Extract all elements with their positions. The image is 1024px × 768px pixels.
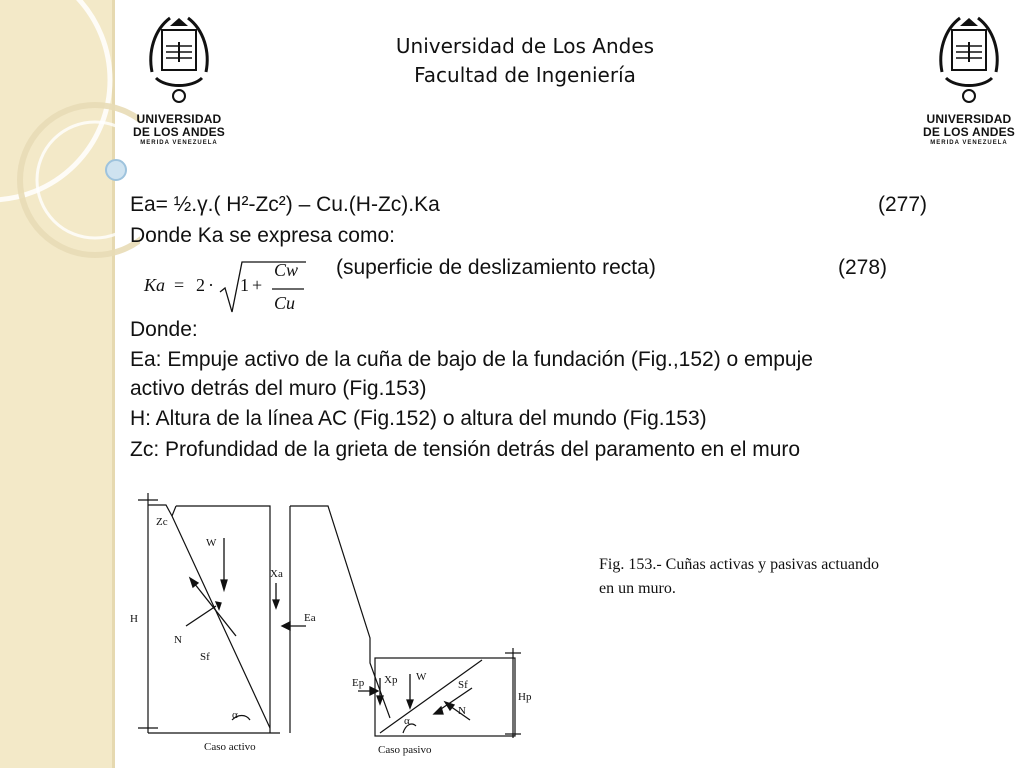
- slide-header: [330, 32, 720, 90]
- university-logo-left: [131, 12, 227, 148]
- label-h: H: [130, 613, 138, 625]
- label-zc: Zc: [156, 516, 168, 528]
- label-xa: Xa: [270, 568, 283, 580]
- definition-ea-line2: activo detrás del muro (Fig.153): [130, 377, 427, 400]
- formula-equals: =: [174, 275, 185, 295]
- label-hp: Hp: [518, 691, 532, 703]
- equation-277-text: Ea= ½.γ.( H²-Zc²) – Cu.(H-Zc).Ka: [130, 193, 440, 216]
- logo-text-line3: MERIDA VENEZUELA: [140, 140, 218, 146]
- figure-caption: [599, 553, 969, 601]
- logo-text-line1: UNIVERSIDAD: [926, 112, 1012, 126]
- label-ep: Ep: [352, 677, 365, 689]
- ka-intro: Donde Ka se expresa como:: [130, 224, 395, 247]
- label-sf-passive: Sf: [458, 679, 468, 691]
- label-ea: Ea: [304, 612, 316, 624]
- decorative-rings: [0, 0, 140, 300]
- definitions-title: Donde:: [130, 318, 198, 341]
- caption-line1: Fig. 153.- Cuñas activas y pasivas actuando: [599, 556, 879, 573]
- formula-denominator: Cu: [274, 293, 296, 313]
- logo-text-line3: MERIDA VENEZUELA: [930, 140, 1008, 146]
- passive-block: [375, 658, 515, 736]
- equation-278-number: (278): [838, 256, 888, 279]
- definition-ea-line1: Ea: Empuje activo de la cuña de bajo de la fundación (Fig.,152) o empuje: [130, 348, 813, 371]
- label-sf-active: Sf: [200, 651, 210, 663]
- formula-factor: 2: [196, 275, 205, 295]
- label-n-passive: N: [458, 705, 466, 717]
- label-n-active: N: [174, 634, 182, 646]
- header-faculty: Facultad de Ingeniería: [414, 63, 636, 87]
- label-alpha-active: α: [232, 709, 238, 721]
- university-seal-icon: [144, 12, 214, 108]
- label-xp: Xp: [384, 674, 398, 686]
- label-w-active: W: [206, 537, 217, 549]
- logo-text-line2: DE LOS ANDES: [133, 125, 225, 139]
- figure-153-diagram: [120, 488, 540, 763]
- label-alpha-passive: α: [404, 715, 410, 727]
- label-w-passive: W: [416, 671, 427, 683]
- university-seal-icon: [934, 12, 1004, 108]
- definition-h: H: Altura de la línea AC (Fig.152) o altura del mundo (Fig.153): [130, 407, 707, 430]
- label-caso-pasivo: Caso pasivo: [378, 744, 432, 756]
- label-caso-activo: Caso activo: [204, 741, 256, 753]
- formula-dot: ·: [208, 275, 214, 295]
- formula-one: 1: [240, 275, 249, 295]
- equation-277-number: (277): [878, 193, 928, 216]
- formula-lhs: Ka: [144, 275, 166, 295]
- university-logo-right: [921, 12, 1017, 148]
- logo-text-line1: UNIVERSIDAD: [136, 112, 222, 126]
- header-university: Universidad de Los Andes: [395, 34, 655, 58]
- surface-note-text: (superficie de deslizamiento recta): [336, 256, 656, 279]
- logo-text-line2: DE LOS ANDES: [923, 125, 1015, 139]
- formula-numerator: Cw: [274, 260, 299, 280]
- formula-plus: +: [252, 275, 263, 295]
- definition-zc: Zc: Profundidad de la grieta de tensión detrás del paramento en el muro: [130, 438, 801, 461]
- caption-line2: en un muro.: [599, 580, 676, 597]
- passive-slip-line: [380, 660, 482, 733]
